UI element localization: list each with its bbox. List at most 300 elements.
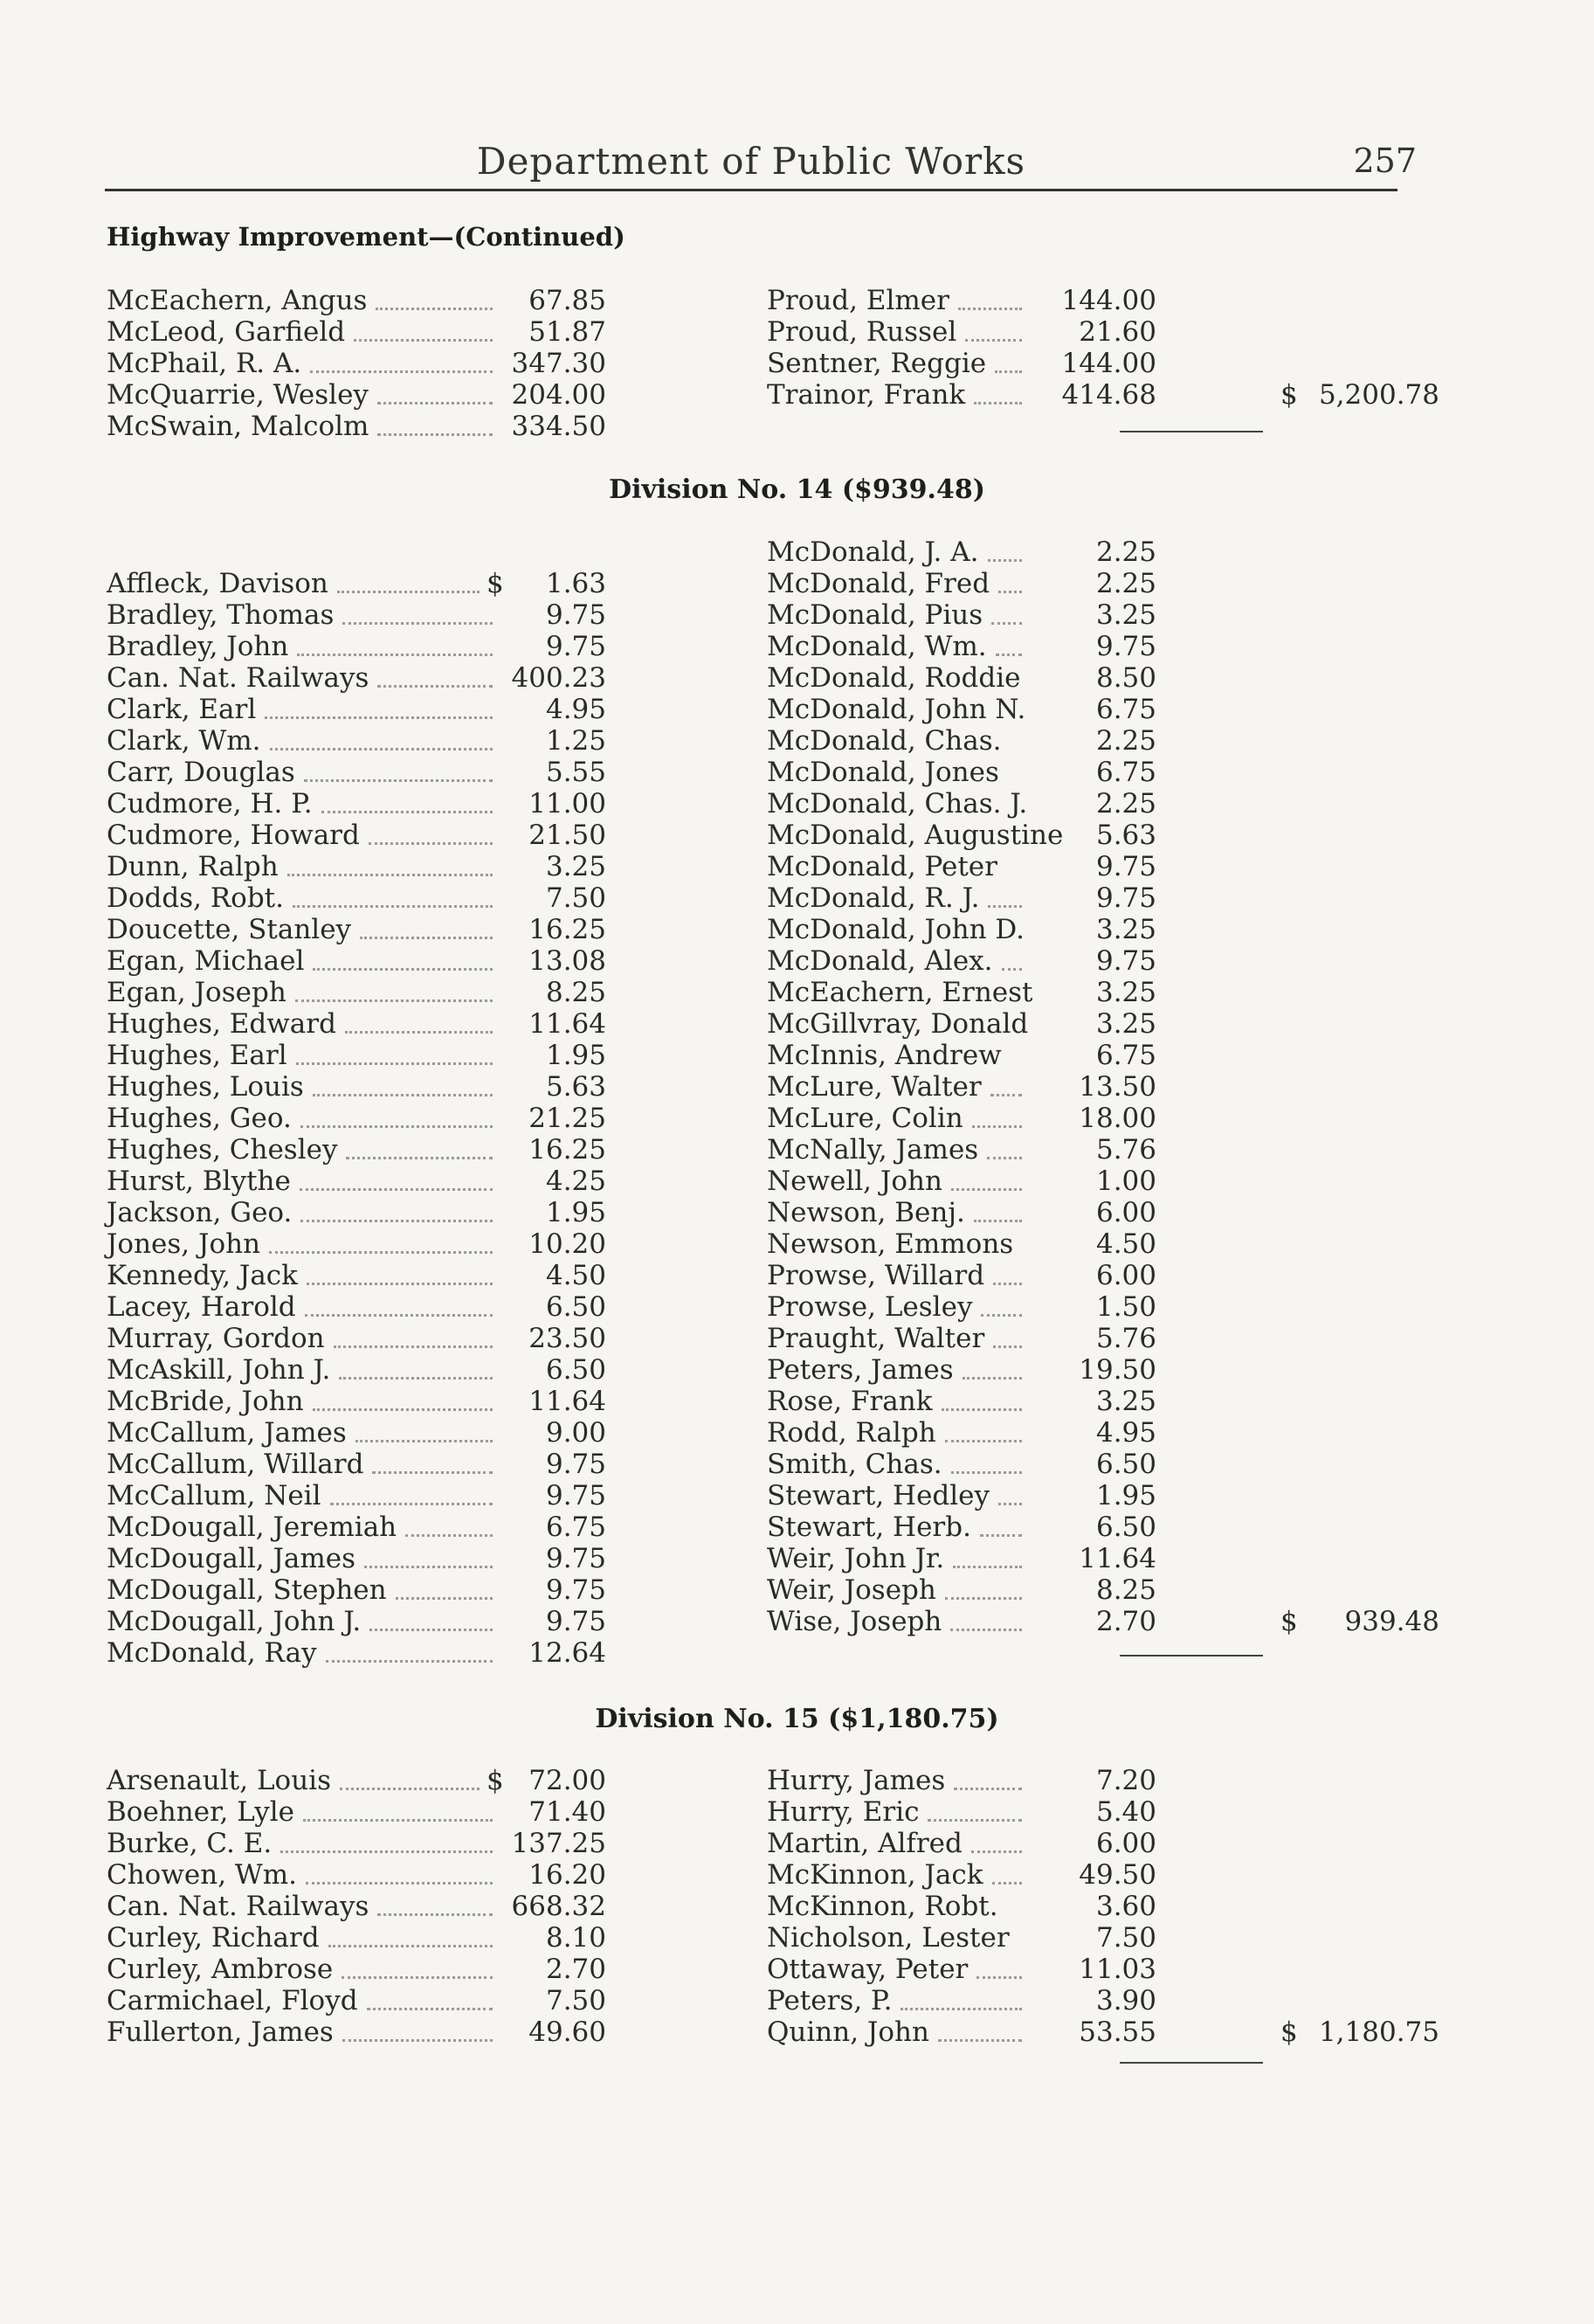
dot-leader: [303, 1819, 493, 1822]
ledger-row: [767, 1103, 1448, 1134]
dot-leader: [328, 1945, 493, 1947]
payee-name: McDonald, Augustine: [767, 820, 1064, 851]
payee-name: Can. Nat. Railways: [107, 662, 369, 694]
dot-leader: [950, 1629, 1022, 1631]
amount: 668.32: [511, 1891, 606, 1922]
amount: 8.25: [1095, 1574, 1156, 1606]
dot-leader: [367, 2008, 493, 2010]
amount: 51.87: [528, 316, 606, 348]
dot-leader: [938, 2039, 1022, 2042]
payee-name: McCallum, James: [107, 1417, 347, 1449]
ledger-row: [767, 1228, 1448, 1260]
payee-name: Jackson, Geo.: [107, 1197, 293, 1228]
amount: 4.25: [545, 1165, 606, 1197]
ledger-row: [767, 1386, 1448, 1417]
payee-name: Prowse, Lesley: [767, 1291, 973, 1323]
amount: 12.64: [528, 1637, 606, 1669]
payee-name: Curley, Ambrose: [107, 1954, 334, 1985]
payee-name: McDonald, Roddie: [767, 662, 1021, 694]
ledger-row: [767, 379, 1448, 411]
amount: 9.75: [545, 1480, 606, 1511]
payee-name: Bradley, John: [107, 631, 289, 662]
amount: 8.50: [1095, 662, 1156, 694]
amount: 16.25: [528, 914, 606, 945]
payee-name: Dunn, Ralph: [107, 851, 279, 882]
amount: 3.25: [545, 851, 606, 882]
ledger-row: [107, 1574, 613, 1606]
amount: 4.50: [1095, 1228, 1156, 1260]
amount: 6.00: [1095, 1828, 1156, 1859]
ledger-row: [107, 1796, 613, 1828]
amount: 9.75: [1095, 851, 1156, 882]
ledger-row: [107, 1040, 613, 1071]
subtotal-rule: [1120, 2062, 1263, 2064]
amount: 5.63: [545, 1071, 606, 1103]
dot-leader: [991, 622, 1022, 625]
dot-leader: [996, 654, 1022, 656]
division-15-left-list: [107, 1765, 613, 2048]
ledger-row: [107, 568, 613, 599]
ledger-row: [107, 2016, 613, 2048]
amount: 2.70: [1095, 1606, 1156, 1637]
ledger-row: [107, 1511, 613, 1543]
ledger-row: [107, 694, 613, 725]
amount: 3.90: [1095, 1985, 1156, 2016]
payee-name: Dodds, Robt.: [107, 882, 284, 914]
dot-leader: [310, 370, 493, 373]
amount: 7.50: [545, 882, 606, 914]
ledger-row: [767, 1165, 1448, 1197]
dot-leader: [307, 1283, 493, 1285]
amount: 414.68: [1061, 379, 1156, 411]
dot-leader: [953, 1566, 1022, 1568]
dot-leader: [306, 1882, 493, 1885]
ledger-row: [767, 662, 1448, 694]
amount: 9.75: [545, 1543, 606, 1574]
division-total: 5,200.78: [1318, 379, 1439, 411]
payee-name: Trainor, Frank: [767, 379, 966, 411]
ledger-row: [767, 1796, 1448, 1828]
ledger-row: [767, 1008, 1448, 1040]
section-heading: Highway Improvement—(Continued): [107, 222, 625, 252]
amount: 3.60: [1095, 1891, 1156, 1922]
ledger-row: [107, 1985, 613, 2016]
dot-leader: [993, 1283, 1022, 1285]
payee-name: McKinnon, Jack: [767, 1859, 983, 1891]
dot-leader: [974, 402, 1022, 405]
payee-name: Hughes, Edward: [107, 1008, 336, 1040]
amount: 23.50: [528, 1323, 606, 1354]
ledger-row: [767, 1291, 1448, 1323]
ledger-row: [107, 1543, 613, 1574]
amount: 13.08: [528, 945, 606, 977]
ledger-row: [107, 285, 613, 316]
ledger-row: [107, 1606, 613, 1637]
payee-name: Rose, Frank: [767, 1386, 933, 1417]
amount: 3.25: [1095, 1008, 1156, 1040]
amount: 67.85: [528, 285, 606, 316]
amount: 2.70: [545, 1954, 606, 1985]
dot-leader: [992, 1882, 1022, 1885]
payee-name: Hurst, Blythe: [107, 1165, 291, 1197]
amount: 13.50: [1079, 1071, 1156, 1103]
dot-leader: [300, 1125, 493, 1128]
ledger-row: [767, 1828, 1448, 1859]
dot-leader: [974, 1220, 1022, 1222]
amount: 9.75: [1095, 882, 1156, 914]
amount: 7.50: [545, 1985, 606, 2016]
page-title: Department of Public Works: [476, 140, 1026, 183]
payee-name: Weir, John Jr.: [767, 1543, 945, 1574]
ledger-row: [767, 2016, 1448, 2048]
payee-name: Chowen, Wm.: [107, 1859, 298, 1891]
dot-leader: [990, 1094, 1022, 1096]
amount: 6.50: [545, 1291, 606, 1323]
payee-name: McPhail, R. A.: [107, 348, 302, 379]
amount: 9.00: [545, 1417, 606, 1449]
payee-name: McAskill, John J.: [107, 1354, 331, 1386]
dot-leader: [326, 1660, 493, 1663]
payee-name: Hughes, Louis: [107, 1071, 304, 1103]
amount: 9.75: [1095, 945, 1156, 977]
amount: 10.20: [528, 1228, 606, 1260]
dot-leader: [321, 811, 493, 813]
amount: 16.20: [528, 1859, 606, 1891]
payee-name: Newell, John: [767, 1165, 942, 1197]
dot-leader: [345, 1031, 493, 1034]
ledger-row: [107, 316, 613, 348]
payee-name: Egan, Joseph: [107, 977, 286, 1008]
payee-name: Arsenault, Louis: [107, 1765, 331, 1796]
amount: 2.25: [1095, 725, 1156, 757]
payee-name: McEachern, Angus: [107, 285, 368, 316]
dot-leader: [270, 748, 493, 750]
dot-leader: [337, 591, 480, 593]
dot-leader: [976, 1976, 1022, 1979]
payee-name: McNally, James: [767, 1134, 979, 1165]
dot-leader: [295, 999, 493, 1002]
ledger-row: [107, 725, 613, 757]
dot-leader: [998, 591, 1022, 593]
ledger-row: [107, 1323, 613, 1354]
dot-leader: [297, 654, 493, 656]
dot-leader: [313, 1094, 493, 1096]
payee-name: McDougall, James: [107, 1543, 356, 1574]
payee-name: McDonald, John D.: [767, 914, 1025, 945]
ledger-row: [767, 977, 1448, 1008]
ledger-row: [107, 1386, 613, 1417]
amount: 5.76: [1095, 1323, 1156, 1354]
ledger-row: [767, 1765, 1448, 1796]
payee-name: Ottaway, Peter: [767, 1954, 969, 1985]
dot-leader: [296, 1062, 493, 1065]
ledger-row: [107, 1828, 613, 1859]
payee-name: Proud, Elmer: [767, 285, 949, 316]
amount: 334.50: [511, 411, 606, 442]
payee-name: Can. Nat. Railways: [107, 1891, 369, 1922]
dot-leader: [293, 905, 493, 908]
ledger-row: [767, 1260, 1448, 1291]
dot-leader: [988, 559, 1022, 562]
payee-name: McDonald, John N.: [767, 694, 1026, 725]
amount: 347.30: [511, 348, 606, 379]
dot-leader: [330, 1503, 493, 1505]
ledger-row: [107, 1103, 613, 1134]
ledger-row: [767, 851, 1448, 882]
ledger-row: [107, 631, 613, 662]
ledger-row: [767, 945, 1448, 977]
dot-leader: [346, 1157, 493, 1159]
amount: 1.63: [545, 568, 606, 599]
amount: 9.75: [1095, 631, 1156, 662]
amount: 3.25: [1095, 599, 1156, 631]
ledger-row: [767, 599, 1448, 631]
payee-name: Sentner, Reggie: [767, 348, 987, 379]
page-number: 257: [1353, 142, 1417, 180]
payee-name: Murray, Gordon: [107, 1323, 325, 1354]
amount: 2.25: [1095, 568, 1156, 599]
payee-name: Kennedy, Jack: [107, 1260, 298, 1291]
amount: 7.20: [1095, 1765, 1156, 1796]
total-currency-sign: $: [1280, 1606, 1298, 1637]
payee-name: Quinn, John: [767, 2016, 929, 2048]
payee-name: McCallum, Willard: [107, 1449, 364, 1480]
payee-name: Nicholson, Lester: [767, 1922, 1010, 1954]
payee-name: Stewart, Herb.: [767, 1511, 971, 1543]
payee-name: McCallum, Neil: [107, 1480, 321, 1511]
amount: 16.25: [528, 1134, 606, 1165]
dot-leader: [355, 1440, 493, 1442]
amount: 1.00: [1095, 1165, 1156, 1197]
ledger-row: [107, 851, 613, 882]
payee-name: Newson, Emmons: [767, 1228, 1014, 1260]
payee-name: Peters, P.: [767, 1985, 893, 2016]
dot-leader: [963, 1377, 1022, 1380]
dot-leader: [377, 1913, 493, 1916]
subtotal-rule: [1120, 1655, 1263, 1657]
ledger-row: [107, 348, 613, 379]
ledger-row: [107, 1637, 613, 1669]
dot-leader: [304, 779, 493, 782]
payee-name: McDonald, Ray: [107, 1637, 317, 1669]
ledger-row: [767, 1606, 1448, 1637]
ledger-row: [767, 568, 1448, 599]
amount: 7.50: [1095, 1922, 1156, 1954]
division-total: 939.48: [1344, 1606, 1439, 1637]
payee-name: Fullerton, James: [107, 2016, 334, 2048]
amount: 1.95: [545, 1197, 606, 1228]
ledger-row: [107, 1291, 613, 1323]
amount: 6.00: [1095, 1260, 1156, 1291]
amount: 11.64: [1079, 1543, 1156, 1574]
payee-name: Stewart, Hedley: [767, 1480, 990, 1511]
total-currency-sign: $: [1280, 379, 1298, 411]
payee-name: Hughes, Earl: [107, 1040, 287, 1071]
ledger-row: [107, 599, 613, 631]
payee-name: McDougall, John J.: [107, 1606, 362, 1637]
page-header: [105, 138, 1417, 191]
ledger-row: [767, 788, 1448, 820]
amount: 4.95: [545, 694, 606, 725]
payee-name: Doucette, Stanley: [107, 914, 352, 945]
payee-name: Proud, Russel: [767, 316, 957, 348]
continued-left-list: [107, 285, 613, 442]
ledger-row: [767, 1071, 1448, 1103]
dot-leader: [965, 339, 1022, 342]
ledger-row: [107, 1859, 613, 1891]
division-14-right-list: [767, 536, 1448, 1637]
dot-leader: [945, 1597, 1022, 1600]
amount: 71.40: [528, 1796, 606, 1828]
ledger-row: [767, 757, 1448, 788]
amount: 9.75: [545, 1606, 606, 1637]
payee-name: Cudmore, H. P.: [107, 788, 313, 820]
amount: 9.75: [545, 1574, 606, 1606]
amount: 6.75: [1095, 757, 1156, 788]
dot-leader: [364, 1566, 493, 1568]
division-15-right-list: [767, 1765, 1448, 2048]
ledger-row: [107, 1417, 613, 1449]
amount: 144.00: [1061, 348, 1156, 379]
amount: 5.55: [545, 757, 606, 788]
dot-leader: [901, 2008, 1022, 2010]
amount: 2.25: [1095, 536, 1156, 568]
payee-name: Lacey, Harold: [107, 1291, 296, 1323]
payee-name: McLure, Colin: [767, 1103, 963, 1134]
amount: 11.00: [528, 788, 606, 820]
payee-name: Peters, James: [767, 1354, 954, 1386]
payee-name: McSwain, Malcolm: [107, 411, 369, 442]
amount: 6.75: [1095, 694, 1156, 725]
ledger-row: [767, 1354, 1448, 1386]
payee-name: McDougall, Stephen: [107, 1574, 387, 1606]
dot-leader: [951, 1471, 1022, 1474]
ledger-row: [107, 1922, 613, 1954]
ledger-row: [107, 882, 613, 914]
amount: 5.40: [1095, 1796, 1156, 1828]
payee-name: Hughes, Geo.: [107, 1103, 292, 1134]
ledger-row: [767, 725, 1448, 757]
payee-name: McQuarrie, Wesley: [107, 379, 369, 411]
dot-leader: [942, 1408, 1022, 1411]
ledger-row: [767, 1574, 1448, 1606]
dot-leader: [313, 1408, 493, 1411]
dot-leader: [980, 1534, 1022, 1537]
payee-name: McDonald, Fred: [767, 568, 990, 599]
amount: 204.00: [511, 379, 606, 411]
currency-sign: $: [486, 1765, 504, 1796]
ledger-row: [107, 757, 613, 788]
ledger-row: [107, 820, 613, 851]
amount: 4.50: [545, 1260, 606, 1291]
ledger-row: [767, 1040, 1448, 1071]
payee-name: Weir, Joseph: [767, 1574, 936, 1606]
payee-name: Martin, Alfred: [767, 1828, 963, 1859]
payee-name: Affleck, Davison: [107, 568, 328, 599]
amount: 6.75: [1095, 1040, 1156, 1071]
currency-sign: $: [486, 568, 504, 599]
division-15-heading: Division No. 15 ($1,180.75): [595, 1704, 999, 1734]
dot-leader: [269, 1251, 493, 1254]
ledger-row: [767, 1511, 1448, 1543]
ledger-row: [767, 316, 1448, 348]
amount: 2.25: [1095, 788, 1156, 820]
amount: 4.95: [1095, 1417, 1156, 1449]
amount: 3.25: [1095, 977, 1156, 1008]
dot-leader: [377, 402, 493, 405]
payee-name: McBride, John: [107, 1386, 304, 1417]
ledger-row: [767, 1449, 1448, 1480]
ledger-row: [107, 1260, 613, 1291]
dot-leader: [334, 1345, 493, 1348]
payee-name: Cudmore, Howard: [107, 820, 360, 851]
ledger-row: [767, 1891, 1448, 1922]
amount: 11.03: [1079, 1954, 1156, 1985]
dot-leader: [287, 874, 493, 876]
amount: 3.25: [1095, 914, 1156, 945]
amount: 6.50: [1095, 1449, 1156, 1480]
amount: 1.50: [1095, 1291, 1156, 1323]
payee-name: McDonald, J. A.: [767, 536, 979, 568]
payee-name: Curley, Richard: [107, 1922, 320, 1954]
amount: 49.60: [528, 2016, 606, 2048]
ledger-row: [767, 882, 1448, 914]
amount: 72.00: [528, 1765, 606, 1796]
ledger-row: [107, 1480, 613, 1511]
ledger-row: [107, 1008, 613, 1040]
ledger-row: [107, 977, 613, 1008]
payee-name: McDonald, Peter: [767, 851, 997, 882]
division-14-heading: Division No. 14 ($939.48): [609, 474, 985, 505]
dot-leader: [993, 1345, 1022, 1348]
ledger-row: [767, 1417, 1448, 1449]
payee-name: Clark, Wm.: [107, 725, 261, 757]
payee-name: McDonald, R. J.: [767, 882, 980, 914]
payee-name: Jones, John: [107, 1228, 261, 1260]
payee-name: McLure, Walter: [767, 1071, 982, 1103]
payee-name: Clark, Earl: [107, 694, 257, 725]
dot-leader: [313, 968, 493, 971]
dot-leader: [300, 1220, 493, 1222]
dot-leader: [369, 842, 493, 845]
ledger-row: [767, 694, 1448, 725]
ledger-row: [107, 1954, 613, 1985]
dot-leader: [954, 1788, 1022, 1790]
payee-name: McDougall, Jeremiah: [107, 1511, 397, 1543]
ledger-row: [107, 1354, 613, 1386]
ledger-row: [107, 1197, 613, 1228]
amount: 3.25: [1095, 1386, 1156, 1417]
payee-name: Smith, Chas.: [767, 1449, 942, 1480]
amount: 8.25: [545, 977, 606, 1008]
dot-leader: [372, 1471, 493, 1474]
payee-name: Wise, Joseph: [767, 1606, 942, 1637]
payee-name: Boehner, Lyle: [107, 1796, 295, 1828]
amount: 19.50: [1079, 1354, 1156, 1386]
ledger-row: [107, 411, 613, 442]
payee-name: McGillvray, Donald: [767, 1008, 1029, 1040]
amount: 5.63: [1095, 820, 1156, 851]
payee-name: McDonald, Jones: [767, 757, 999, 788]
payee-name: Hughes, Chesley: [107, 1134, 338, 1165]
ledger-row: [767, 1197, 1448, 1228]
amount: 11.64: [528, 1386, 606, 1417]
payee-name: Praught, Walter: [767, 1323, 985, 1354]
ledger-row: [107, 1891, 613, 1922]
dot-leader: [945, 1440, 1022, 1442]
ledger-row: [767, 631, 1448, 662]
amount: 21.25: [528, 1103, 606, 1134]
